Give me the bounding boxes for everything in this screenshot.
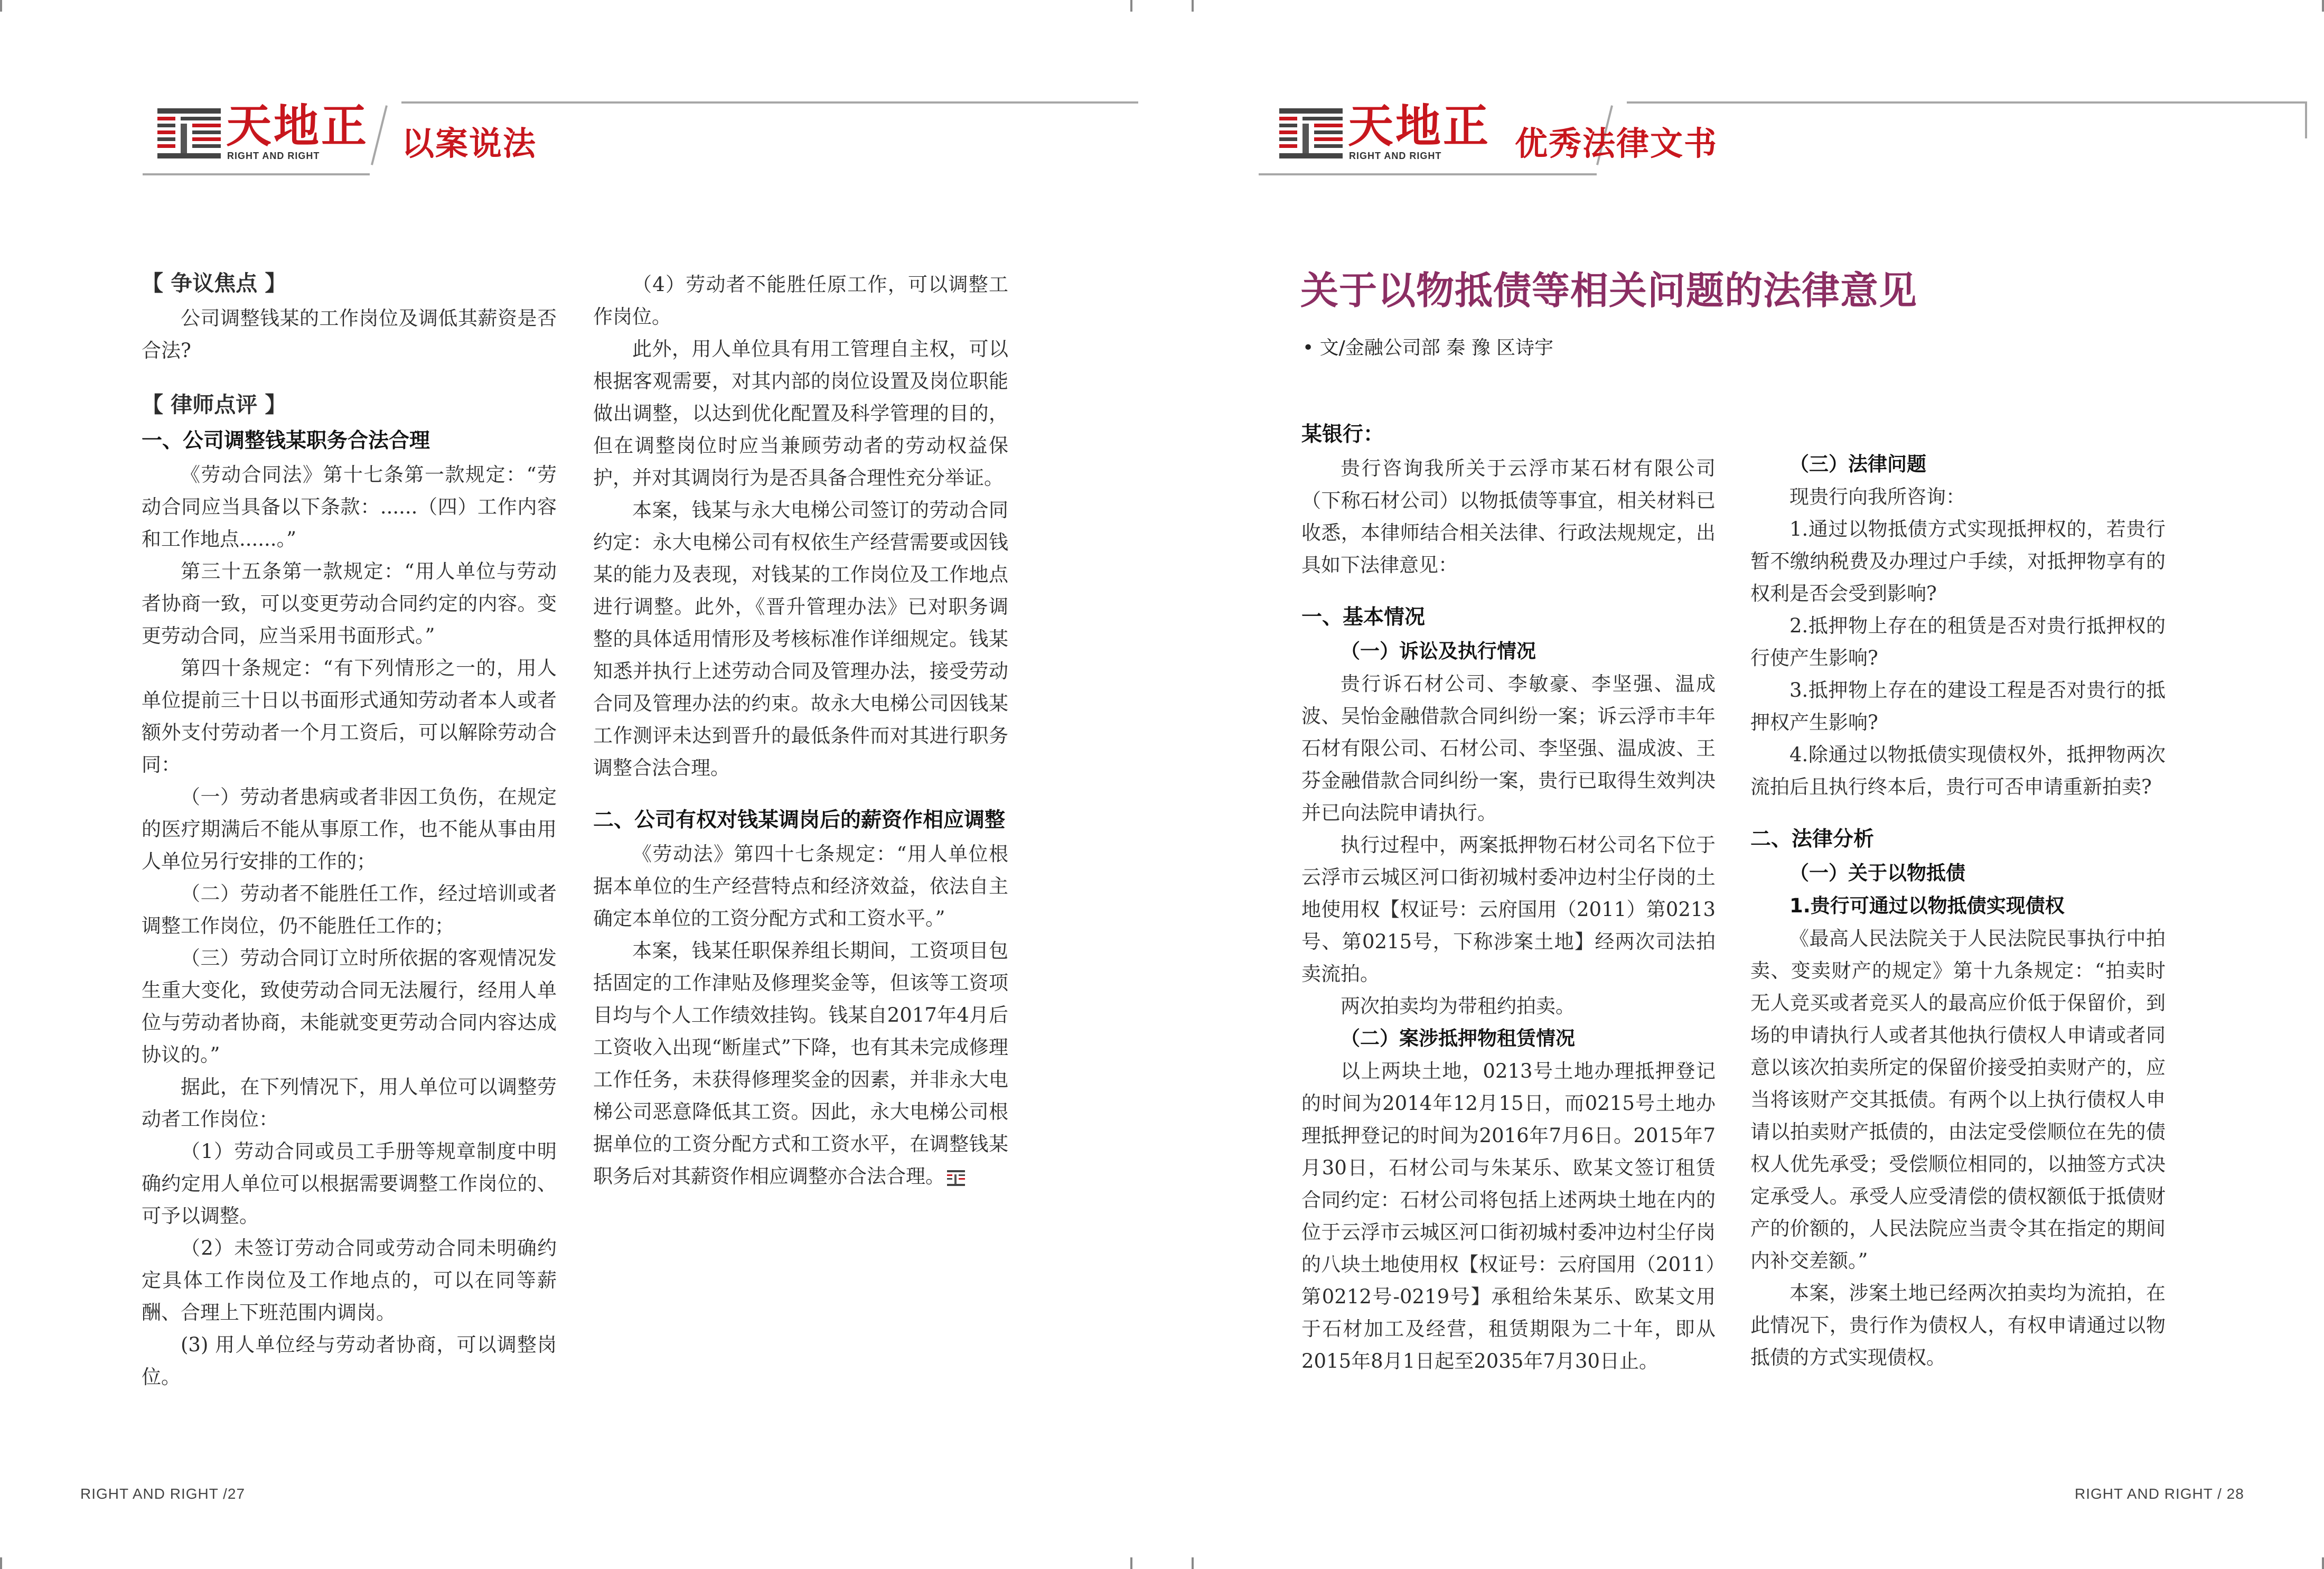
- header-rule: [401, 101, 1138, 104]
- paragraph-text: 【 律师点评 】: [142, 392, 287, 417]
- right-page: [1162, 0, 2324, 1569]
- section-title: 以案说法: [401, 124, 537, 163]
- paragraph: [1301, 668, 1716, 829]
- crop-mark: [0, 1557, 2, 1569]
- paragraph: [1750, 922, 2166, 1277]
- paragraph-text: （三）法律问题: [1789, 453, 1926, 475]
- paragraph: [142, 877, 557, 942]
- text-column-2: [593, 268, 1008, 1192]
- header-rule-diagonal: [371, 105, 388, 165]
- paragraph: [142, 781, 557, 877]
- paragraph-text: （2）未签订劳动合同或劳动合同未明确约定具体工作岗位及工作地点的，可以在同等薪酬、合理上下班范围内调岗。: [142, 1237, 557, 1324]
- crop-mark: [1130, 0, 1132, 12]
- paragraph-text: 公司调整钱某的工作岗位及调低其薪资是否合法?: [142, 307, 557, 362]
- paragraph: [142, 302, 557, 367]
- paragraph: [1750, 674, 2166, 739]
- paragraph: [1301, 1055, 1716, 1377]
- paragraph: [1750, 481, 2166, 513]
- section-title: 优秀法律文书: [1515, 124, 1718, 163]
- paragraph-text: 贵行诉石材公司、李敏豪、李坚强、温成波、吴怡金融借款合同纠纷一案；诉云浮市丰年石材有限公司、石材公司、李坚强、温成波、王芬金融借款合同纠纷一案，贵行已取得生效判决并已向法院申请执行。: [1301, 673, 1716, 824]
- heading-level-2: [1750, 448, 2166, 481]
- crop-mark: [1130, 1557, 1132, 1569]
- crop-mark: [1192, 1557, 1194, 1569]
- crop-mark: [2322, 0, 2324, 12]
- paragraph-text: （一）诉讼及执行情况: [1341, 640, 1536, 662]
- logo-mark-icon: [1279, 108, 1343, 158]
- paragraph: [1750, 739, 2166, 803]
- paragraph: [142, 555, 557, 652]
- paragraph-text: （二）案涉抵押物租赁情况: [1341, 1027, 1575, 1050]
- paragraph-text: 贵行咨询我所关于云浮市某石材有限公司（下称石材公司）以物抵债等事宜，相关材料已收悉，本律师结合相关法律、行政法规规定，出具如下法律意见：: [1301, 457, 1716, 576]
- paragraph-text: 《最高人民法院关于人民法院民事执行中拍卖、变卖财产的规定》第十九条规定：“拍卖时无人竞买或者竞买人的最高应价低于保留价，到场的申请执行人或者其他执行债权人申请或者同意以该次拍卖所定的保留价接受拍卖财产的，应当将该财产交其抵债。有两个以上执行债权人申请以拍卖财产抵债的，由法定受偿顺位在先的债权人优先承受；受偿顺位相同的，以抽签方式决定承受人。承受人应受清偿的债权额低于抵债财产的价额的，人民法院应当责令其在指定的期间内补交差额。”: [1750, 927, 2166, 1272]
- paragraph-text: 某银行：: [1301, 423, 1384, 446]
- paragraph-text: 本案，涉案土地已经两次拍卖均为流拍，在此情况下，贵行作为债权人，有权申请通过以物抵债的方式实现债权。: [1750, 1282, 2166, 1369]
- paragraph: [142, 1135, 557, 1232]
- end-of-article-icon: [947, 1169, 965, 1187]
- page-folio: RIGHT AND RIGHT /27: [80, 1486, 246, 1502]
- paragraph: [142, 1071, 557, 1135]
- crop-mark: [0, 0, 2, 12]
- paragraph-text: 二、法律分析: [1750, 827, 1875, 851]
- section-heading: [142, 386, 557, 424]
- paragraph-text: 《劳动法》第四十七条规定：“用人单位根据本单位的生产经营特点和经济效益，依法自主确定本单位的工资分配方式和工资水平。”: [593, 843, 1008, 930]
- paragraph-text: 现贵行向我所咨询：: [1789, 485, 1965, 508]
- paragraph-text: （一）劳动者患病或者非因工负伤，在规定的医疗期满后不能从事原工作，也不能从事由用人单位另行安排的工作的；: [142, 786, 557, 873]
- paragraph-text: 此外，用人单位具有用工管理自主权，可以根据客观需要，对其内部的岗位设置及岗位职能做出调整，以达到优化配置及科学管理的目的，但在调整岗位时应当兼顾劳动者的劳动权益保护，并对其调岗行为是否具备合理性充分举证。: [593, 338, 1008, 489]
- article-title: 关于以物抵债等相关问题的法律意见: [1300, 268, 1918, 313]
- heading-level-1: [593, 803, 1008, 838]
- paragraph: [1750, 1277, 2166, 1374]
- paragraph-text: 据此，在下列情况下，用人单位可以调整劳动者工作岗位：: [142, 1076, 557, 1131]
- section-heading: [142, 264, 557, 302]
- page-folio: RIGHT AND RIGHT / 28: [2075, 1486, 2244, 1502]
- paragraph: [1301, 990, 1716, 1022]
- paragraph: [142, 652, 557, 781]
- paragraph: [1750, 610, 2166, 674]
- logo-mark-icon: [157, 108, 221, 158]
- paragraph: [593, 838, 1008, 935]
- paragraph-text: 3.抵押物上存在的建设工程是否对贵行的抵押权产生影响?: [1750, 679, 2166, 734]
- spacer: [1301, 581, 1716, 600]
- paragraph-text: 两次拍卖均为带租约拍卖。: [1341, 995, 1575, 1017]
- paragraph-text: 以上两块土地，0213号土地办理抵押登记的时间为2014年12月15日，而0215号土地办理抵押登记的时间为2016年7月6日。2015年7月30日，石材公司与朱某乐、欧某文签订租赁合同约定：石材公司将包括上述两块土地在内的位于云浮市云城区河口街初城村委冲边村尘仔岗的八块土地使用权【权证号：云府国用（2011）第0212号-0219号】承租给朱某乐、欧某文用于石材加工及经营，租赁期限为二十年，即从2015年8月1日起至2035年7月30日止。: [1301, 1060, 1716, 1372]
- paragraph-text: 本案，钱某任职保养组长期间，工资项目包括固定的工作津贴及修理奖金等，但该等工资项目均与个人工作绩效挂钩。钱某自2017年4月后工资收入出现“断崖式”下降，也有其未完成修理工作任务，未获得修理奖金的因素，并非永大电梯公司恶意降低其工资。因此，永大电梯公司根据单位的工资分配方式和工资水平，在调整钱某职务后对其薪资作相应调整亦合法合理。: [593, 939, 1008, 1188]
- spacer: [1750, 803, 2166, 822]
- heading-level-1: [1301, 417, 1716, 452]
- logo-subtext: RIGHT AND RIGHT: [227, 151, 320, 161]
- paragraph-text: 第三十五条第一款规定：“用人单位与劳动者协商一致，可以变更劳动合同约定的内容。变更劳动合同，应当采用书面形式。”: [142, 560, 557, 647]
- logo-text: 天地正: [1348, 99, 1491, 153]
- paragraph-text: （1）劳动合同或员工手册等规章制度中明确约定用人单位可以根据需要调整工作岗位的、可予以调整。: [142, 1140, 557, 1227]
- paragraph: [1301, 452, 1716, 581]
- paragraph-text: 本案，钱某与永大电梯公司签订的劳动合同约定：永大电梯公司有权依生产经营需要或因钱某的能力及表现，对钱某的工作岗位及工作地点进行调整。此外，《晋升管理办法》已对职务调整的具体适用情形及考核标准作详细规定。钱某知悉并执行上述劳动合同及管理办法，接受劳动合同及管理办法的约束。故永大电梯公司因钱某工作测评未达到晋升的最低条件而对其进行职务调整合法合理。: [593, 499, 1008, 779]
- header-rule: [1259, 173, 1597, 175]
- heading-level-2: [1750, 857, 2166, 890]
- heading-level-1: [1301, 600, 1716, 635]
- paragraph-text: 1.通过以物抵债方式实现抵押权的，若贵行暂不缴纳税费及办理过户手续，对抵押物享有的权利是否会受到影响?: [1750, 518, 2166, 605]
- heading-level-2: [1301, 635, 1716, 668]
- paragraph: [142, 1329, 557, 1393]
- text-column-1: [142, 264, 557, 1393]
- paragraph-text: （三）劳动合同订立时所依据的客观情况发生重大变化，致使劳动合同无法履行，经用人单位与劳动者协商，未能就变更劳动合同内容达成协议的。”: [142, 947, 557, 1066]
- paragraph-text: （4）劳动者不能胜任原工作，可以调整工作岗位。: [593, 273, 1008, 328]
- header-rule: [1627, 101, 2306, 104]
- paragraph: [593, 333, 1008, 494]
- paragraph-text: 【 争议焦点 】: [142, 270, 287, 296]
- paragraph: [593, 268, 1008, 333]
- article-byline: • 文/金融公司部 秦 豫 区诗宇: [1302, 337, 1554, 359]
- paragraph-text: (3) 用人单位经与劳动者协商，可以调整岗位。: [142, 1333, 557, 1388]
- heading-level-3: [1750, 890, 2166, 922]
- paragraph-text: （一）关于以物抵债: [1789, 862, 1965, 884]
- paragraph-text: 2.抵押物上存在的租赁是否对贵行抵押权的行使产生影响?: [1750, 614, 2166, 669]
- logo-subtext: RIGHT AND RIGHT: [1349, 151, 1442, 161]
- crop-mark: [2322, 1557, 2324, 1569]
- paragraph: [1750, 513, 2166, 610]
- spacer: [142, 367, 557, 386]
- heading-level-1: [142, 424, 557, 459]
- paragraph: [1301, 829, 1716, 990]
- header-rule: [143, 173, 370, 175]
- text-column-2: [1750, 448, 2166, 1374]
- paragraph: [142, 459, 557, 555]
- paragraph-text: 第四十条规定：“有下列情形之一的，用人单位提前三十日以书面形式通知劳动者本人或者额外支付劳动者一个月工资后，可以解除劳动合同：: [142, 657, 557, 776]
- heading-level-1: [1750, 822, 2166, 857]
- paragraph-text: 执行过程中，两案抵押物石材公司名下位于云浮市云城区河口街初城村委冲边村尘仔岗的土地使用权【权证号：云府国用（2011）第0213号、第0215号，下称涉案土地】经两次司法拍卖流拍。: [1301, 834, 1716, 985]
- paragraph: [593, 935, 1008, 1192]
- crop-mark: [1192, 0, 1194, 12]
- heading-level-2: [1301, 1022, 1716, 1055]
- paragraph-text: 《劳动合同法》第十七条第一款规定：“劳动合同应当具备以下条款：......（四）工作内容和工作地点......。”: [142, 463, 557, 550]
- text-column-1: [1301, 417, 1716, 1377]
- spacer: [593, 784, 1008, 803]
- paragraph-text: 二、公司有权对钱某调岗后的薪资作相应调整: [593, 808, 1006, 832]
- paragraph: [142, 1232, 557, 1329]
- paragraph: [593, 494, 1008, 784]
- paragraph: [142, 942, 557, 1071]
- paragraph-text: （二）劳动者不能胜任工作，经过培训或者调整工作岗位，仍不能胜任工作的；: [142, 882, 557, 937]
- paragraph-text: 一、公司调整钱某职务合法合理: [142, 429, 430, 453]
- header-rule-end: [2305, 101, 2307, 138]
- paragraph-text: 4.除通过以物抵债实现债权外，抵押物两次流拍后且执行终本后，贵行可否申请重新拍卖?: [1750, 743, 2166, 798]
- paragraph-text: 1.贵行可通过以物抵债实现债权: [1789, 894, 2065, 917]
- paragraph-text: 一、基本情况: [1301, 605, 1426, 629]
- logo-text: 天地正: [226, 99, 369, 153]
